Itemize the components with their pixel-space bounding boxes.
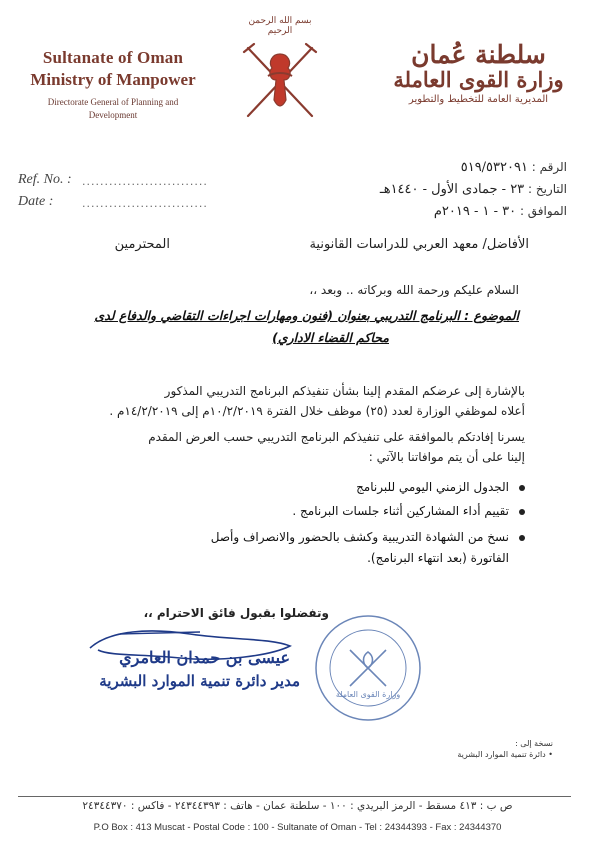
list-item: الجدول الزمني اليومي للبرنامج [105,480,525,494]
directorate-name-en: Directorate General of Planning and Development [47,97,179,120]
ministry-seal-icon [312,612,424,724]
greeting: السلام عليكم ورحمة الله وبركاته .. وبعد ،، [309,283,519,297]
letterhead-arabic [386,40,571,105]
emblem-motto: بسم الله الرحمن الرحيم [248,16,312,36]
stamp-text: وزارة القوى العاملة [335,690,401,699]
ar-ref-value: ٥١٩/٥٣٢٠٩١ [460,160,528,175]
ar-corr-value: ٣٠ - ١ - ٢٠١٩م [433,204,517,219]
copy-to-item: • دائرة تنمية الموارد البشرية [457,750,553,759]
arabic-ref-block [367,160,567,226]
paragraph-2-line-1: يسرنا إفادتكم بالموافقة على تنفيذكم البرنامج التدريبي حسب العرض المقدم [148,430,525,444]
directorate-name-ar: المديرية العامة للتخطيط والتطوير [408,94,549,105]
ref-no-label: Ref. No. : [18,172,72,187]
date-dots: ............................ [82,197,208,210]
copy-to-label: نسخة إلى : [515,739,553,748]
closing-line: وتفضلوا بقبول فائق الاحترام ،، [143,606,329,620]
subject-line-2: محاكم القضاء الاداري) [272,330,389,345]
paragraph-1-line-1: بالإشارة إلى عرضكم المقدم إلينا بشأن تنفيذكم البرنامج التدريبي المذكور [164,384,525,398]
ar-corr-row: الموافق : ٣٠ - ١ - ٢٠١٩م [433,204,567,219]
ar-date-row: التاريخ : ٢٣ - جمادى الأول - ١٤٤٠هـ [379,182,567,197]
khanjar-swords-icon [238,36,322,126]
list-item: نسخ من الشهادة التدريبية وكشف بالحضور والانصراف وأصل [105,530,525,544]
copy-to-block [393,738,553,760]
footer-divider [18,796,571,797]
letterhead-english [18,48,208,122]
official-stamp [312,612,424,724]
signatory-title: مدير دائرة تنمية الموارد البشرية [99,672,300,690]
paragraph-1-line-2: أعلاه لموظفي الوزارة لعدد (٢٥) موظف خلال الفترة ١٠/٢/٢٠١٩م إلى ١٤/٢/٢٠١٩م . [109,404,525,418]
country-name-en: Sultanate of Oman [42,48,184,67]
ref-no-dots: ............................ [82,175,208,188]
ministry-name-ar: وزارة القوى العاملة [393,67,564,92]
bullet-dot-icon [519,535,525,541]
signatory-name: عيسى بن حمدان العامري [119,648,290,667]
oman-emblem [238,16,322,120]
addressee: الأفاضل/ معهد العربي للدراسات القانونية [309,237,529,252]
paragraph-2-line-2: إلينا على أن يتم موافاتنا بالآتي : [368,450,525,464]
list-item-continuation: الفاتورة (بعد انتهاء البرنامج). [367,551,509,565]
ar-ref-row: الرقم : ٥١٩/٥٣٢٠٩١ [460,160,567,175]
country-name-ar: سلطنة عُمان [411,40,546,69]
ar-date-value: ٢٣ - جمادى الأول - ١٤٤٠هـ [379,182,525,197]
date-label: Date : [18,194,54,209]
bullet-dot-icon [519,509,525,515]
subject-line-1: الموضوع : البرنامج التدريبي بعنوان (فنون ومهارات اجراءات التقاضي والدفاع لدى [94,308,519,323]
honorific: المحترمين [114,237,170,252]
ministry-name-en: Ministry of Manpower [30,70,196,89]
bullet-dot-icon [519,485,525,491]
footer-arabic: ص ب : ٤١٣ مسقط - الرمز البريدي : ١٠٠ - سلطنة عمان - هاتف : ٢٤٣٤٤٣٩٣ - فاكس : ٢٤٣٤٤٣٧٠ [82,800,513,812]
footer-english: P.O Box : 413 Muscat - Postal Code : 100 - Sultanate of Oman - Tel : 24344393 - Fax : 24344370 [93,822,502,833]
list-item: تقييم أداء المشاركين أثناء جلسات البرنامج . [105,504,525,518]
